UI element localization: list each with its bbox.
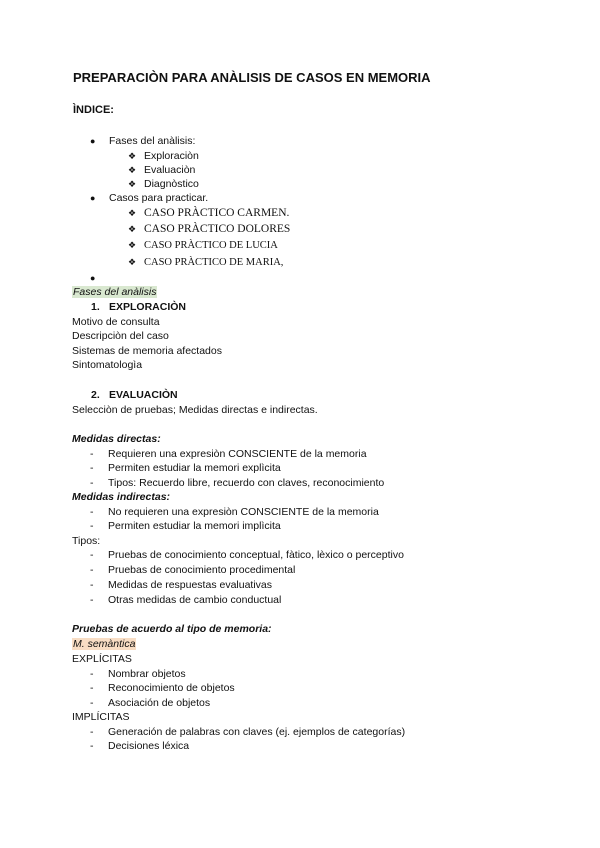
diamond-icon: ❖ [128,224,137,234]
list-item: - Reconocimiento de objetos [90,682,235,694]
index-subitem: ❖ Evaluaciòn [128,164,196,176]
list-item: - Asociación de objetos [90,697,211,709]
diamond-icon: ❖ [128,165,137,175]
evaluation-intro: Selecciòn de pruebas; Medidas directas e indirectas. [72,404,318,416]
exploration-line: Descripciòn del caso [72,330,169,342]
index-item: ● Fases del anàlisis: [90,135,196,147]
list-item: - No requieren una expresiòn CONSCIENTE de la memoria [90,506,379,518]
index-subitem: ❖ CASO PRÀCTICO DOLORES [128,223,291,235]
list-item: - Permiten estudiar la memori implìcita [90,520,281,532]
list-item: - Tipos: Recuerdo libre, recuerdo con claves, reconocimiento [90,477,385,489]
index-heading: ÌNDICE: [73,104,114,116]
list-item: - Requieren una expresiòn CONSCIENTE de la memoria [90,448,367,460]
index-subitem: ❖ Diagnòstico [128,178,199,190]
section-1-heading: 1. EXPLORACIÒN [91,301,187,313]
diamond-icon: ❖ [128,179,137,189]
index-subitem: ❖ CASO PRÀCTICO DE LUCIA [128,240,278,251]
tests-by-memory-heading: Pruebas de acuerdo al tipo de memoria: [72,623,272,635]
index-item: ● Casos para practicar. [90,192,209,204]
bullet-icon: ● [90,193,96,203]
list-item: - Pruebas de conocimiento procedimental [90,564,296,576]
index-subitem: ❖ Exploraciòn [128,150,199,162]
types-label: Tipos: [72,535,101,547]
explicit-label: EXPLÍCITAS [72,653,132,665]
exploration-line: Sintomatologìa [72,359,143,371]
list-item: - Otras medidas de cambio conductual [90,594,282,606]
bullet-icon: ● [90,273,96,283]
document-title: PREPARACIÒN PARA ANÀLISIS DE CASOS EN MEMORIA [73,70,431,85]
exploration-line: Sistemas de memoria afectados [72,345,222,357]
semantic-memory-label: M. semàntica [73,638,136,650]
index-subitem: ❖ CASO PRÀCTICO CARMEN. [128,207,290,219]
implicit-label: IMPLÍCITAS [72,711,130,723]
indirect-measures-heading: Medidas indirectas: [72,491,171,503]
list-item: - Nombrar objetos [90,668,186,680]
section-2-heading: 2. EVALUACIÒN [91,389,178,401]
diamond-icon: ❖ [128,208,137,218]
index-subitem: ❖ CASO PRÀCTICO DE MARIA, [128,257,284,268]
list-item: - Decisiones léxica [90,740,190,752]
bullet-icon: ● [90,136,96,146]
exploration-line: Motivo de consulta [72,316,160,328]
index-empty-item [90,272,95,284]
list-item: - Permiten estudiar la memori explìcita [90,462,281,474]
phases-label: Fases del anàlisis [73,286,157,298]
list-item: - Medidas de respuestas evaluativas [90,579,273,591]
diamond-icon: ❖ [128,257,137,267]
direct-measures-heading: Medidas directas: [72,433,161,445]
diamond-icon: ❖ [128,240,137,250]
list-item: - Generación de palabras con claves (ej. ejemplos de categorías) [90,726,406,738]
diamond-icon: ❖ [128,151,137,161]
list-item: - Pruebas de conocimiento conceptual, fàtico, lèxico o perceptivo [90,549,404,561]
